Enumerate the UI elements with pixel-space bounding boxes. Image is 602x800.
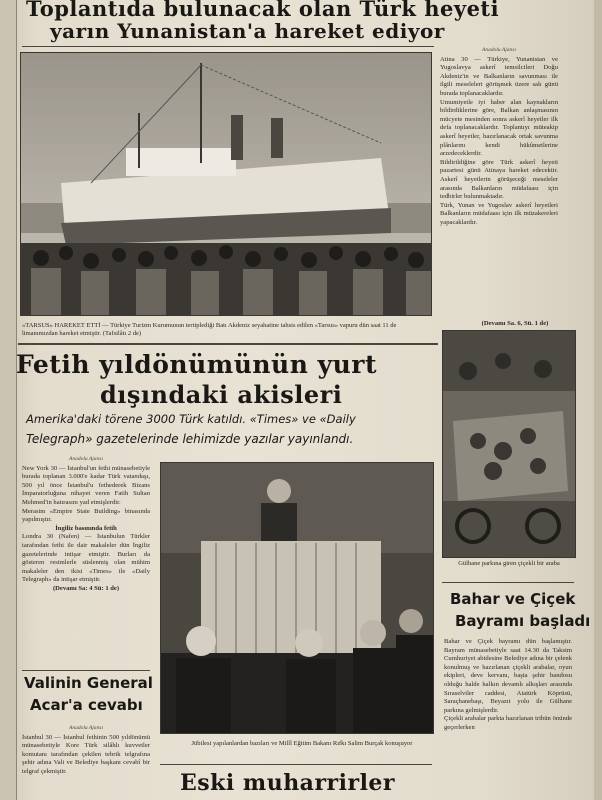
flower-cart-illustration — [443, 331, 575, 557]
ceremony-photo-caption: Jübilesi yapılanlardan bazıları ve Millî Eğitim Bakanı Rıfkı Salim Burçak konuşuyor — [191, 740, 413, 747]
gulhane-photo — [442, 330, 576, 558]
bahar-article — [444, 638, 572, 800]
bahar-paragraph-2: Çiçekli arabalar parkta hazırlanan tribün önünde geçerlerken — [444, 715, 572, 731]
gulhane-photo-caption: Gülhane parkına giren çiçekli bir araba — [458, 560, 560, 567]
fetih-paragraph-2: Merasim «Empire State Building» binasında yapılmıştır. — [22, 507, 150, 524]
headline-vali-line2: Acar'a cevabı — [30, 696, 143, 714]
headline-fetih-subline2: Telegraph» gazetelerinde lehimizde yazılar yayınlandı. — [26, 432, 354, 446]
ship-illustration — [21, 53, 431, 315]
vali-article — [22, 724, 150, 800]
greece-continued: (Devamı Sa. 6, Sü. 1 de) — [481, 320, 549, 327]
left-page-edge — [0, 0, 17, 800]
tarsus-photo-caption: «TARSUS» HAREKET ETTİ — Türkiye Turizm Kurumunun tertiplediği Batı Akdeniz seyahatine tahsis edilen «Tarsus» vapuru dün saat 11 de limanımızdan hareket etmiştir. (Tafsilâtı 2 de) — [22, 322, 397, 337]
headline-bahar-line1: Bahar ve Çiçek — [450, 590, 576, 608]
fetih-article — [22, 455, 150, 665]
headline-fetih-line2: dışındaki akisleri — [100, 380, 343, 409]
greece-article — [440, 46, 558, 318]
tarsus-ship-photo — [20, 52, 432, 316]
bahar-rule — [442, 582, 574, 583]
right-page-edge — [594, 0, 602, 800]
ceremony-illustration — [161, 463, 433, 733]
vali-paragraph-1: İstanbul 30 — İstanbul fethinin 500 yıldönümü münasebetiyle Kore Türk silâhlı kuvvetler komutanı tarafından çekilen tebrik telgrafına şehir adına Vali ve Belediye başkanı cevabî bir telgraf çekmiştir. — [22, 733, 150, 775]
fetih-continued: (Devamı Sa: 4 Sü: 1 de) — [52, 584, 120, 592]
headline-vali-line1: Valinin General — [24, 674, 153, 692]
headline-top-line2: yarın Yunanistan'a hareket ediyor — [50, 19, 445, 43]
fetih-byline: Anadolu Ajansı — [69, 456, 103, 462]
greece-paragraph-1: Atina 30 — Türkiye, Yunanistan ve Yugoslavya askerî temsilcileri Doğu Akdeniz'in ve Balkanların savunması ile ilgili meseleleri görüşmek üzere salı günü burada toplanacaklardır. — [440, 55, 558, 97]
fetih-subhead: İngiliz basınında fetih — [55, 524, 117, 532]
eski-rule — [160, 764, 432, 765]
headline-top-line1: Toplantıda bulunacak olan Türk heyeti — [26, 0, 500, 21]
greece-byline: Anadolu Ajansı — [482, 47, 516, 53]
greece-paragraph-2: Umumiyetle iyi haber alan kaynakların bildirdiklerine göre, Balkan anlaşmasının mücyete mesinden sonra askerî heyetler ilk defa toplanacaklardır. Toplantıyı müteakip askerî heyetler, hazırlanacak ortak savunma plânlarını kendi hükûmetlerine arzedeceklerdir. — [440, 98, 558, 158]
headline-fetih-subline1: Amerika'daki törene 3000 Türk katıldı. «Times» ve «Daily — [26, 412, 356, 426]
fetih-paragraph-1: New York 30 — İstanbul'un fethi münasebetiyle burada toplanan 3.000'e kadar Türk vatandaşı, 500 yıl önce İstanbul'u fethederek Bizans İmparatorluğuna nihayet veren Fatih Sultan Mehmed'in hatırasını yad etmişlerdir. — [22, 464, 150, 506]
fetih-top-rule — [18, 343, 438, 345]
vali-rule — [22, 670, 150, 671]
greece-paragraph-4: Türk, Yunan ve Yugoslav askerî heyetleri Balkanların müdafaası için ilk müzakereleri yapacaklardır. — [440, 201, 558, 226]
headline-eski: Eski muharrirler — [180, 770, 396, 796]
headline-bahar-line2: Bayramı başladı — [455, 612, 591, 630]
headline-fetih-line1: Fetih yıldönümünün yurt — [16, 350, 378, 379]
greece-paragraph-3: Bildirildiğine göre Türk askerî heyeti pazartesi günü Atinaya hareket edecektir. Askerî heyetlerin görüşeceği meseleler arasında Balkanların müdafaası için tedbirler bulunmaktadır. — [440, 158, 558, 201]
top-rule — [22, 46, 434, 47]
vali-byline: Anadolu Ajansı — [69, 725, 103, 731]
fetih-paragraph-3: Londra 30 (Nafen) — İstanbulun Türkler tarafından fethi ile dair makaleler dün İngiliz gazetelerinde intişar etmiştir. Burları da gösteren resimlerle süslenmiş olan mühim makaleler den ikisi «Times» ile «Daily Telegraph» da intişar etmiştir. — [22, 533, 150, 584]
bahar-paragraph-1: Bahar ve Çiçek bayramı dün başlamıştır. Bayram münasebetiyle saat 14.30 da Taksim Cumhuriyet abidesine Belediye adına bir çelenk konulmuş ve hazırlanan çiçekli arabalar, oyun ekipleri, deve kervanı, başta şehir bandosu olduğu halde halkın devamlı alkışları arasında Sıraselviler caddesi, Atatürk Köprüsü, Saraçhanebaşı, Beyazıt yolu ile Gülhane parkına gelmişlerdir. — [444, 638, 572, 714]
ceremony-photo — [160, 462, 434, 734]
